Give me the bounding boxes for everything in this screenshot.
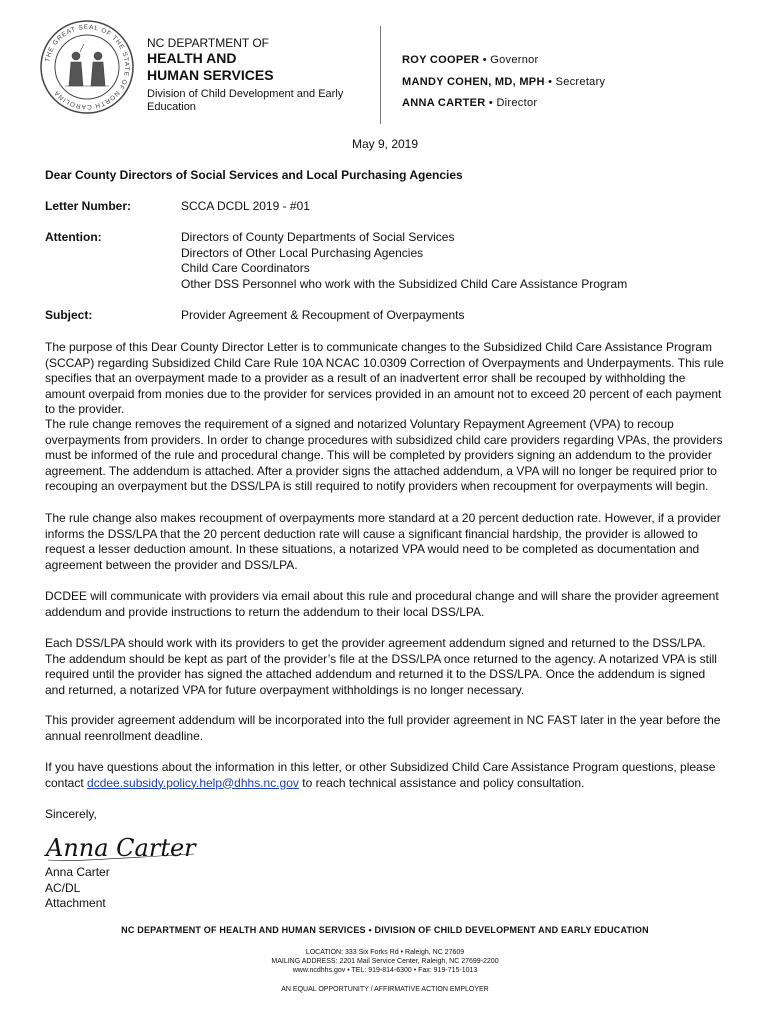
attention-label: Attention:: [45, 230, 102, 244]
signer-name: Anna Carter: [45, 865, 110, 879]
official-governor: [402, 50, 605, 72]
body-paragraph-4: DCDEE will communicate with providers via email about this rule and procedural change and will share the provider agreement addendum and provide instructions to return the addendum to their local DSS/LPA.: [45, 589, 719, 619]
official-secretary: [402, 72, 605, 94]
body-paragraph-2: The rule change removes the requirement of a signed and notarized Voluntary Repayment Agreement (VPA) to recoup overpayments from providers. In order to change procedures with subsidized child care providers regarding VPAs, the providers must be informed of the rule and procedural change. This will be completed by providers signing an addendum to the provider agreement. The addendum is attached. After a provider signs the attached addendum, a VPA will no longer be required prior to recouping an overpayment but the DSS/LPA is still required to notify providers when recoupment for overpayments will begin.: [45, 417, 723, 493]
state-seal-logo: [40, 20, 134, 114]
signer-block: [45, 865, 110, 912]
bullet: •: [482, 54, 487, 66]
policy-help-email-link[interactable]: dcdee.subsidy.policy.help@dhhs.nc.gov: [87, 775, 299, 790]
contact-text-before: If you have questions about the information in this letter, or other Subsidized Child Care Assistance Program questions, please contact: [45, 760, 716, 790]
subject-value: Provider Agreement & Recoupment of Overpayments: [181, 308, 465, 322]
signer-initials: AC/DL: [45, 880, 81, 895]
signature-image: [44, 826, 204, 866]
letter-date: May 9, 2019: [351, 137, 419, 151]
department-heading: [147, 36, 367, 114]
letter-number-value: SCCA DCDL 2019 - #01: [181, 199, 310, 213]
official-name: ROY COOPER: [402, 54, 480, 66]
attention-line: Child Care Coordinators: [181, 261, 310, 275]
dept-line-2: HEALTH AND: [147, 50, 237, 66]
enclosure-note: Attachment: [45, 896, 106, 910]
bullet: •: [548, 75, 553, 88]
footer-title: NC DEPARTMENT OF HEALTH AND HUMAN SERVICES • DIVISION OF CHILD DEVELOPMENT AND EARLY EDUCATION: [121, 925, 649, 935]
division-name: Division of Child Development and Early Education: [147, 88, 344, 113]
dept-line-1: NC DEPARTMENT OF: [147, 36, 270, 50]
body-paragraph-3: The rule change also makes recoupment of overpayments more standard at a 20 percent deduction rate. However, if a provider informs the DSS/LPA that the 20 percent deduction rate will cause a significant financial hardship, the provider is allowed to request a lesser deduction amount. In these situations, a notarized VPA would need to be completed as documentation and agreement between the provider and DSS/LPA.: [45, 511, 721, 572]
attention-line: Directors of Other Local Purchasing Agencies: [181, 245, 424, 260]
closing: Sincerely,: [45, 807, 97, 821]
body-paragraph-6: This provider agreement addendum will be incorporated into the full provider agreement in NC FAST later in the year before the annual reenrollment deadline.: [45, 713, 721, 743]
attention-line: Other DSS Personnel who work with the Subsidized Child Care Assistance Program: [181, 276, 628, 291]
svg-text:Anna Carter: Anna Carter: [46, 834, 196, 862]
footer-eeo: AN EQUAL OPPORTUNITY / AFFIRMATIVE ACTION EMPLOYER: [281, 986, 489, 993]
footer-mailing: MAILING ADDRESS: 2201 Mail Service Center, Raleigh, NC 27699-2200: [271, 958, 499, 965]
contact-paragraph: [45, 760, 725, 791]
letter-number-label: Letter Number:: [45, 199, 132, 213]
svg-text:THE GREAT SEAL OF THE STATE OF: THE GREAT SEAL OF THE STATE OF NORTH CAROLINA: [44, 23, 131, 111]
official-title: Secretary: [555, 75, 606, 88]
letterhead-divider: [380, 26, 381, 124]
contact-text-after: to reach technical assistance and policy consultation.: [298, 775, 585, 790]
footer-location: LOCATION: 333 Six Forks Rd • Raleigh, NC 27609: [305, 949, 465, 956]
body-paragraph-5: Each DSS/LPA should work with its providers to get the provider agreement addendum signed and returned to the DSS/LPA. The addendum should be kept as part of the provider’s file at the DSS/LPA once returned to the agency. A notarized VPA is still required until the provider has signed the attached addendum and returned it to the DSS/LPA. Once the addendum is signed and returned, a notarized VPA for future overpayment withholdings is no longer necessary.: [45, 636, 717, 697]
official-name: MANDY COHEN, MD, MPH: [402, 75, 545, 88]
attention-line: Directors of County Departments of Social Services: [181, 230, 455, 244]
official-name: ANNA CARTER: [402, 97, 486, 109]
official-title: Director: [496, 97, 538, 109]
official-director: [402, 93, 605, 115]
subject-label: Subject:: [45, 308, 93, 322]
bullet: •: [488, 97, 494, 109]
officials-list: [402, 50, 605, 115]
official-title: Governor: [490, 54, 539, 66]
attention-list: [181, 230, 627, 292]
body-paragraph-1: The purpose of this Dear County Director Letter is to communicate changes to the Subsidized Child Care Assistance Program (SCCAP) regarding Subsidized Child Care Rule 10A NCAC 10.0309 Correction of Overpayments and Underpayments. This rule specifies that an overpayment made to a provider as a result of an inadvertent error shall be recouped by withholding the amount overpaid from monies due to the provider for services provided in an amount not to exceed 20 percent of each payment to the provider.: [45, 340, 724, 416]
salutation: Dear County Directors of Social Services and Local Purchasing Agencies: [45, 168, 463, 182]
dept-line-3: HUMAN SERVICES: [147, 67, 274, 83]
footer-contact: www.ncdhhs.gov • TEL: 919-814-6300 • Fax: 919-715-1013: [292, 967, 478, 974]
